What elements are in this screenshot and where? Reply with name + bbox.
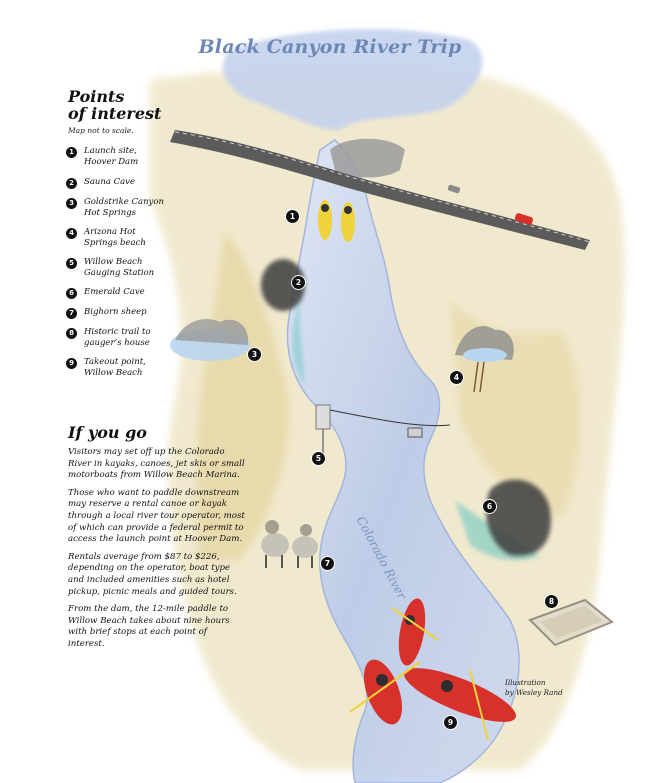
map-scale-note: Map not to scale. [68,126,134,135]
poi-heading-line1: Points [68,87,125,106]
legend-number-1: 1 [66,147,77,158]
if-you-go-paragraph: Those who want to paddle downstream may reserve a rental canoe or kayak through a local river tour operator, most of which can provide a federal permit to access the launch point at Hoover Dam. [68,487,245,545]
legend-number-5: 5 [66,258,77,269]
map-marker-1[interactable]: 1 [285,209,300,224]
legend-item-historic-trail [66,327,178,349]
legend-number-4: 4 [66,228,77,239]
legend-label: Historic trail to gauger’s house [84,327,151,348]
map-marker-5[interactable]: 5 [311,451,326,466]
legend-item-goldstrike-canyon [66,197,178,219]
legend-item-takeout-point [66,357,178,379]
legend-item-bighorn-sheep [66,307,178,319]
legend-label: Launch site, Hoover Dam [84,146,139,167]
legend-item-arizona-hot-springs [66,227,178,249]
if-you-go-heading: If you go [68,423,147,442]
legend-number-6: 6 [66,288,77,299]
if-you-go-body [68,447,246,657]
illustration-credit: Illustration by Wesley Rand [505,678,563,697]
legend-number-9: 9 [66,358,77,369]
map-marker-8[interactable]: 8 [544,594,559,609]
map-marker-7[interactable]: 7 [320,556,335,571]
poi-heading-line2: of interest [68,104,162,123]
map-marker-3[interactable]: 3 [247,347,262,362]
legend-number-2: 2 [66,178,77,189]
legend-label: Bighorn sheep [84,307,147,317]
if-you-go-paragraph: Visitors may set off up the Colorado River in kayaks, canoes, jet skis or small motorboats from Willow Beach Marina. [68,447,245,481]
colorado-river-label: Colorado River [353,514,409,602]
legend-item-sauna-cave [66,177,178,189]
legend-label: Emerald Cave [84,287,145,297]
legend-item-launch-site [66,146,178,168]
map-marker-4[interactable]: 4 [449,370,464,385]
map-marker-6[interactable]: 6 [482,499,497,514]
legend-number-8: 8 [66,328,77,339]
legend-label: Willow Beach Gauging Station [84,257,155,278]
legend-label: Sauna Cave [84,177,136,187]
if-you-go-paragraph: Rentals average from $87 to $226, depending on the operator, boat type and included amenities such as hotel pickup, picnic meals and guided tours. [68,551,237,597]
points-of-interest-heading [68,88,161,122]
legend-item-emerald-cave [66,287,178,299]
map-marker-9[interactable]: 9 [443,715,458,730]
map-marker-2[interactable]: 2 [291,275,306,290]
legend-label: Goldstrike Canyon Hot Springs [84,197,164,218]
legend-item-willow-beach-gauging [66,257,178,279]
legend-number-7: 7 [66,308,77,319]
legend-number-3: 3 [66,198,77,209]
map-title: Black Canyon River Trip [198,36,462,58]
if-you-go-paragraph: From the dam, the 12-mile paddle to Willow Beach takes about nine hours with brief stops at each point of interest. [68,604,230,649]
legend-label: Arizona Hot Springs beach [84,227,146,248]
legend-label: Takeout point, Willow Beach [84,357,146,378]
